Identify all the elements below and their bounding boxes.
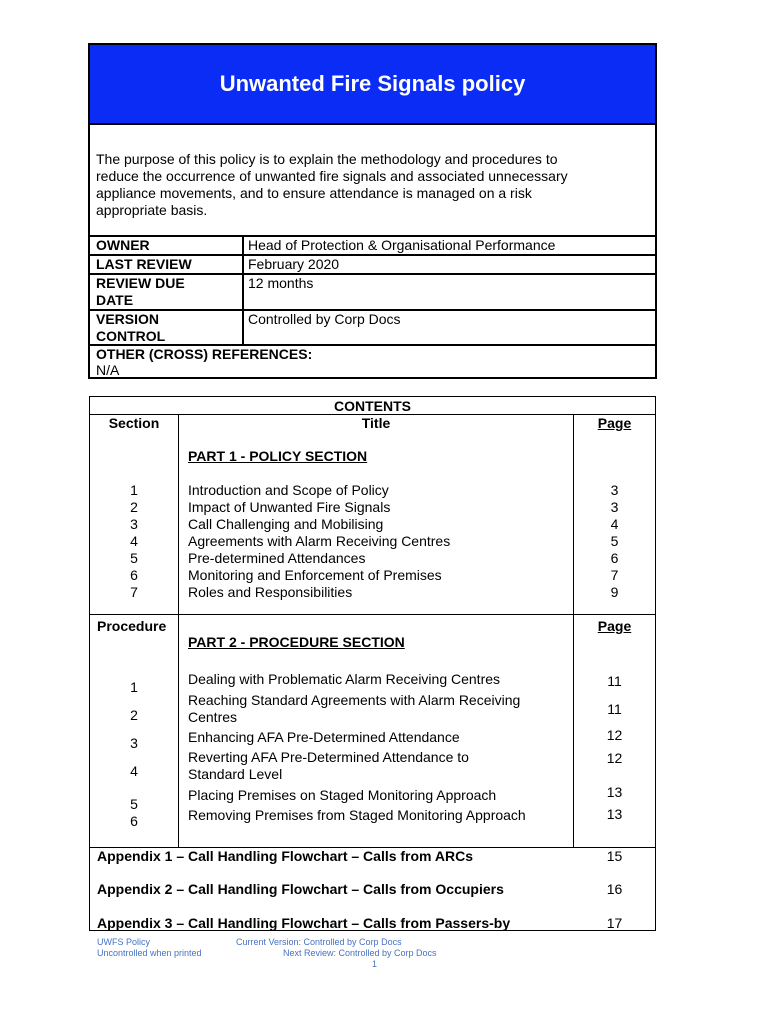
procedure-number: 3: [130, 735, 138, 751]
purpose-line: appropriate basis.: [96, 202, 208, 218]
version-control-label-line: VERSION: [96, 311, 160, 327]
owner-row: [90, 235, 655, 254]
title-column-header: Title: [361, 415, 391, 431]
appendix-page: 17: [606, 915, 623, 931]
section-number: 3: [130, 516, 138, 532]
last-review-label: LAST REVIEW: [96, 256, 192, 272]
procedure-title[interactable]: Enhancing AFA Pre-Determined Attendance: [188, 729, 460, 745]
section-page: 7: [610, 567, 619, 583]
column-divider: [242, 311, 244, 344]
owner-label: OWNER: [96, 237, 150, 253]
section-number: 2: [130, 499, 138, 515]
review-due-label: [96, 275, 236, 309]
purpose-line: appliance movements, and to ensure attendance is managed on a risk: [96, 185, 532, 201]
procedure-number: 5: [130, 796, 138, 812]
grid-line: [90, 614, 655, 615]
review-due-label-line: REVIEW DUE: [96, 275, 185, 291]
section-number: 1: [130, 482, 138, 498]
section-page: 5: [610, 533, 619, 549]
last-review-value: February 2020: [248, 256, 340, 272]
section-page: 4: [610, 516, 619, 532]
version-control-label-line: CONTROL: [96, 328, 166, 344]
section-title[interactable]: Call Challenging and Mobilising: [188, 516, 384, 532]
procedure-title[interactable]: Removing Premises from Staged Monitoring Approach: [188, 807, 526, 823]
section-page: 3: [610, 499, 619, 515]
part1-heading: PART 1 - POLICY SECTION: [188, 448, 368, 464]
appendix-title[interactable]: Appendix 1 – Call Handling Flowchart – Calls from ARCs: [97, 848, 473, 864]
cross-references-label: OTHER (CROSS) REFERENCES:: [96, 346, 313, 362]
title-band: [90, 45, 655, 125]
appendix-page: 16: [606, 881, 623, 897]
procedure-page: 13: [606, 806, 623, 822]
procedure-number: 1: [130, 679, 138, 695]
section-number: 5: [130, 550, 138, 566]
appendix-title[interactable]: Appendix 3 – Call Handling Flowchart – Calls from Passers-by: [97, 915, 511, 931]
column-divider: [242, 275, 244, 309]
procedure-title[interactable]: Reaching Standard Agreements with Alarm Receiving: [188, 692, 521, 708]
owner-value: Head of Protection & Organisational Performance: [248, 237, 556, 253]
footer-doc-name: UWFS Policy: [97, 937, 151, 947]
review-due-row: [90, 273, 655, 309]
procedure-title-continued[interactable]: Standard Level: [188, 766, 283, 782]
contents-heading: CONTENTS: [334, 398, 411, 414]
procedure-page: 11: [607, 701, 622, 717]
section-title[interactable]: Pre-determined Attendances: [188, 550, 366, 566]
cross-references-value: N/A: [96, 362, 120, 378]
section-page: 9: [610, 584, 619, 600]
procedure-number: 4: [130, 763, 138, 779]
section-title[interactable]: Introduction and Scope of Policy: [188, 482, 389, 498]
purpose-statement: [96, 151, 636, 219]
footer-next-review: Next Review: Controlled by Corp Docs: [283, 948, 437, 958]
grid-line: [178, 414, 179, 847]
page-column-header: Page: [597, 415, 632, 431]
section-column-header: Section: [108, 415, 160, 431]
section-page: 6: [610, 550, 619, 566]
version-control-value: Controlled by Corp Docs: [248, 311, 401, 327]
footer-page-number: 1: [372, 959, 378, 969]
appendix-title[interactable]: Appendix 2 – Call Handling Flowchart – Calls from Occupiers: [97, 881, 504, 897]
policy-summary-box: [88, 43, 657, 379]
section-title[interactable]: Monitoring and Enforcement of Premises: [188, 567, 442, 583]
review-due-value: 12 months: [248, 275, 314, 291]
version-control-label: [96, 311, 236, 345]
appendix-page: 15: [606, 848, 623, 864]
review-due-label-line: DATE: [96, 292, 134, 308]
column-divider: [242, 237, 244, 254]
footer-current-version: Current Version: Controlled by Corp Docs: [236, 937, 402, 947]
procedure-title[interactable]: Reverting AFA Pre-Determined Attendance to: [188, 749, 469, 765]
section-title[interactable]: Agreements with Alarm Receiving Centres: [188, 533, 451, 549]
section-number: 6: [130, 567, 138, 583]
procedure-page: 13: [606, 784, 623, 800]
footer-uncontrolled-notice: Uncontrolled when printed: [97, 948, 202, 958]
procedure-title[interactable]: Placing Premises on Staged Monitoring Approach: [188, 787, 497, 803]
section-number: 7: [130, 584, 138, 600]
column-divider: [242, 256, 244, 273]
section-number: 4: [130, 533, 138, 549]
procedure-column-header: Procedure: [97, 618, 167, 634]
part2-heading: PART 2 - PROCEDURE SECTION: [188, 634, 405, 650]
last-review-row: [90, 254, 655, 273]
page-title: Unwanted Fire Signals policy: [219, 71, 526, 96]
section-title[interactable]: Impact of Unwanted Fire Signals: [188, 499, 391, 515]
procedure-page: 12: [606, 750, 623, 766]
contents-table: [89, 396, 656, 931]
version-control-row: [90, 309, 655, 344]
purpose-line: The purpose of this policy is to explain the methodology and procedures to: [96, 151, 558, 167]
procedure-number: 2: [130, 707, 138, 723]
procedure-number: 6: [130, 813, 138, 829]
section-title[interactable]: Roles and Responsibilities: [188, 584, 353, 600]
purpose-line: reduce the occurrence of unwanted fire signals and associated unnecessary: [96, 168, 568, 184]
procedure-title-continued[interactable]: Centres: [188, 709, 238, 725]
cross-references-row: [90, 344, 655, 379]
procedure-page: 12: [606, 727, 623, 743]
procedure-page: 11: [607, 673, 622, 689]
section-page: 3: [610, 482, 619, 498]
procedure-title[interactable]: Dealing with Problematic Alarm Receiving Centres: [188, 671, 501, 687]
page-column-header-2: Page: [597, 618, 632, 634]
